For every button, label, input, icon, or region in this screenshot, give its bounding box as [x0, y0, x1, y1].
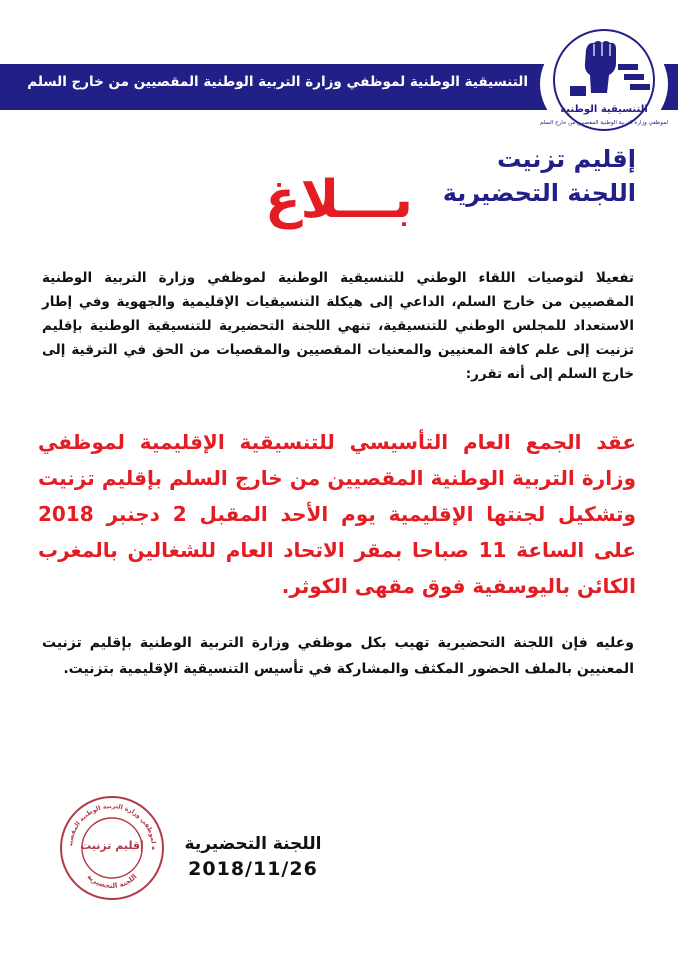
stamp-ring-top: ة لموظفي وزارة التربية الوطنية المقصيي [67, 802, 158, 850]
logo-title: التنسيقية الوطنية [560, 104, 648, 115]
signatory-name: اللجنة التحضيرية [184, 834, 322, 854]
committee-name: اللجنة التحضيرية [442, 179, 636, 207]
intro-paragraph: تفعيلا لتوصيات اللقاء الوطني للتنسيقية الوطنية لموظفي وزارة التربية الوطنية المقصيين من خارج السلم، الداعي إلى هيكلة التنسيقيات الإقليمية والجهوية وفي إطار الاستعداد للمجلس الوطني للتنسيقية، تنهي اللجنة التحضيرية للتنسيقية الوطنية بإقليم تزنيت إلى علم كافة المعنيين والمعنيات المقصيين والمقصيات من الحق في الترقية إلى خارج السلم إلى أنه تقرر: [42, 270, 634, 382]
organization-logo [540, 28, 668, 140]
official-stamp [58, 794, 166, 902]
svg-text:اللجنة التحضيرية [85, 873, 138, 890]
logo-subtitle: لموظفي وزارة التربية الوطنية المقصيين من خارج السلم [539, 120, 668, 126]
announcement-paragraph: عقد الجمع العام التأسيسي للتنسيقية الإقليمية لموظفي وزارة التربية الوطنية المقصيين من خارج السلم بإقليم تزنيت وتشكيل لجنتها الإقليمية يوم الأحد المقبل 2 دجنبر 2018 على الساعة 11 صباحا بمقر الاتحاد العام للشغالين بالمغرب الكائن باليوسفية فوق مقهى الكوثر. [38, 430, 636, 598]
header-title: التنسيقية الوطنية لموظفي وزارة التربية الوطنية المقصيين من خارج السلم [27, 74, 528, 90]
closing-paragraph: وعليه فإن اللجنة التحضيرية تهيب بكل موظفي وزارة التربية الوطنية بإقليم تزنيت المعنيين بالملف الحضور المكثف والمشاركة في تأسيس التنسيقية الإقليمية بتزنيت. [42, 635, 634, 677]
notice-title: بـــلاغ [265, 170, 413, 230]
signature-date: 2018/11/26 [188, 858, 318, 880]
region-name: إقليم تزنيت [497, 145, 636, 173]
signature-block [178, 834, 328, 880]
stamp-center-text: إقليم تزنيت [80, 839, 144, 852]
stamp-ring-bottom: اللجنة التحضيرية [85, 872, 139, 891]
